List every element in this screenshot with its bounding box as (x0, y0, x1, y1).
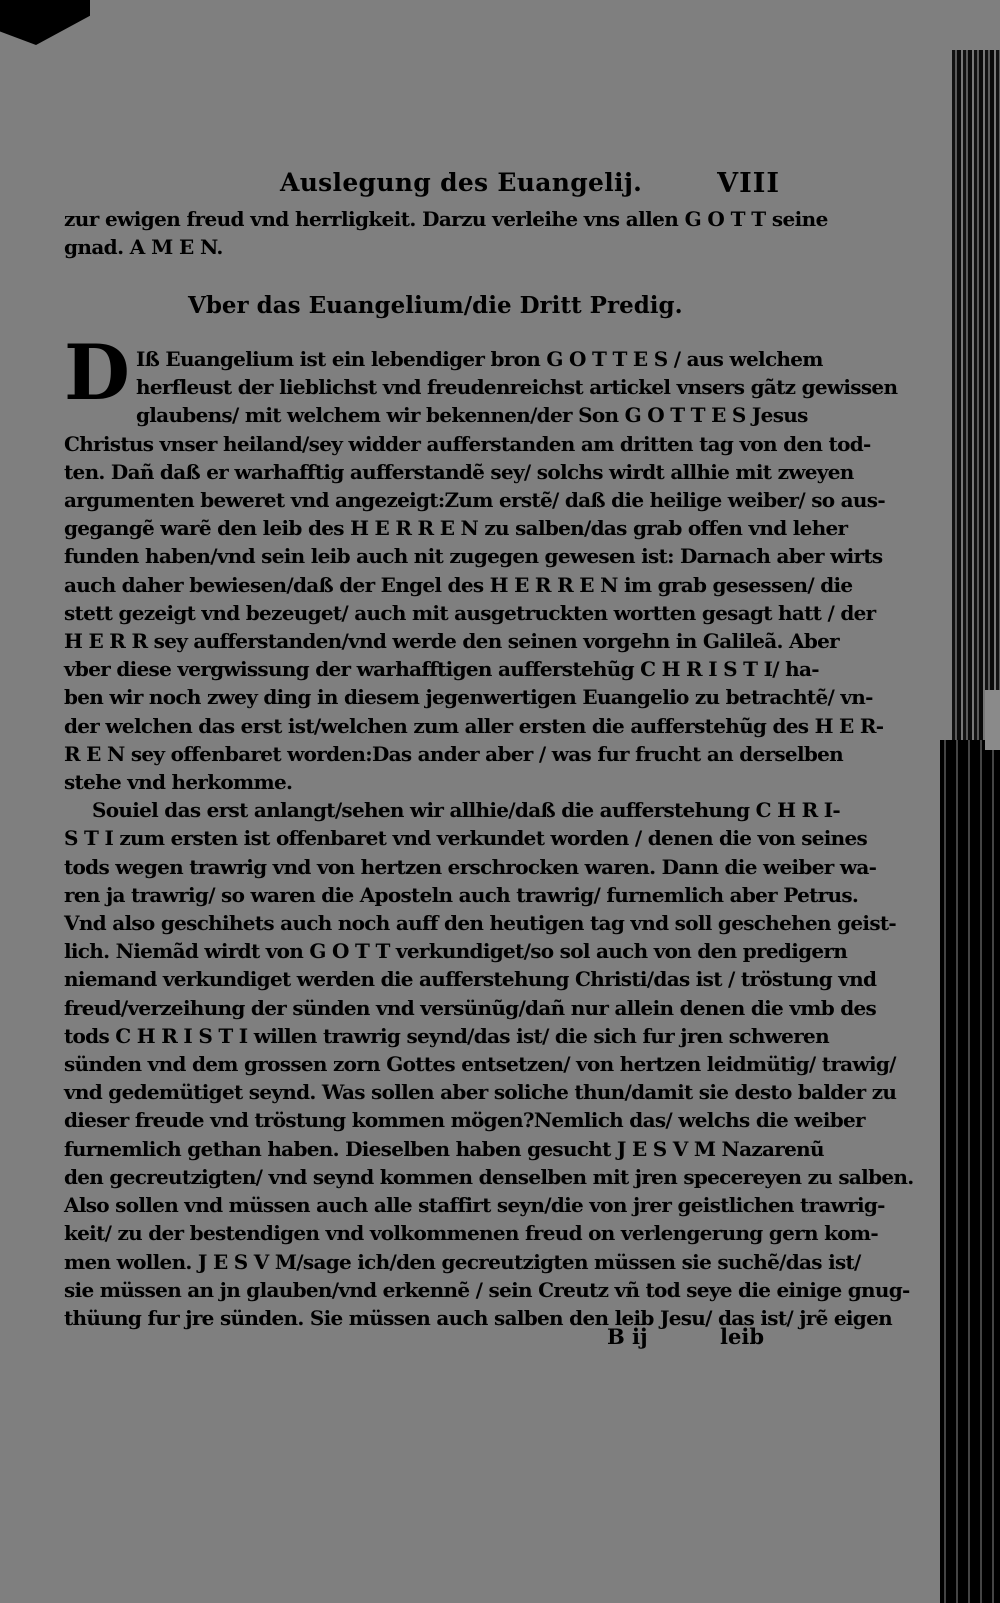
scan-shadow-top-left (0, 0, 90, 45)
text-line: R E N sey offenbaret worden:Das ander aber / was fur frucht an derselben (64, 741, 844, 766)
text-line: sünden vnd dem grossen zorn Gottes entsetzen/ von hertzen leidmütig/ trawig/ (64, 1052, 896, 1077)
text-line: ben wir noch zwey ding in diesem jegenwertigen Euangelio zu betrachtẽ/ vn- (64, 685, 873, 710)
text-line: stehe vnd herkomme. (64, 770, 293, 795)
catchword: leib (720, 1324, 764, 1349)
text-line: funden haben/vnd sein leib auch nit zugegen gewesen ist: Darnach aber wirts (64, 544, 883, 569)
section-title: Vber das Euangelium/die Dritt Predig. (188, 292, 683, 319)
text-line: keit/ zu der bestendigen vnd volkommenen freud on verlengerung gern kom- (64, 1221, 878, 1246)
text-line: H E R R sey aufferstanden/vnd werde den seinen vorgehn in Galileã. Aber (64, 629, 840, 654)
text-line: furnemlich gethan haben. Dieselben haben gesucht J E S V M Nazarenũ (64, 1136, 824, 1161)
drop-initial: D (64, 328, 130, 417)
text-line: argumenten beweret vnd angezeigt:Zum erstẽ/ daß die heilige weiber/ so aus- (64, 488, 885, 513)
body-text (64, 345, 914, 1332)
text-line: zur ewigen freud vnd herrligkeit. Darzu verleihe vns allen G O T T seine (64, 207, 828, 231)
page-edge-gap (985, 690, 1000, 750)
text-line: gegangẽ warẽ den leib des H E R R E N zu salben/das grab offen vnd leher (64, 516, 848, 541)
signature-mark: B ij (607, 1324, 648, 1349)
text-line: herfleust der lieblichst vnd freudenreichst artickel vnsers gãtz gewissen (136, 375, 898, 400)
text-line: sie müssen an jn glauben/vnd erkennẽ / sein Creutz vñ tod seye die einige gnug- (64, 1277, 910, 1302)
page-stack-edge (940, 740, 1000, 1603)
text-line: men wollen. J E S V M/sage ich/den gecreutzigten müssen sie suchẽ/das ist/ (64, 1249, 861, 1274)
text-line: glaubens/ mit welchem wir bekennen/der Son G O T T E S Jesus (136, 403, 808, 428)
text-line: niemand verkundiget werden die aufferstehung Christi/das ist / tröstung vnd (64, 967, 877, 992)
text-line: S T I zum ersten ist offenbaret vnd verkundet worden / denen die von seines (64, 826, 868, 851)
text-line: lich. Niemãd wirdt von G O T T verkundiget/so sol auch von den predigern (64, 939, 848, 964)
text-line: tods C H R I S T I willen trawrig seynd/das ist/ die sich fur jren schweren (64, 1023, 829, 1048)
text-line: ren ja trawrig/ so waren die Aposteln auch trawrig/ furnemlich aber Petrus. (64, 882, 859, 907)
closing-lines (64, 205, 828, 261)
text-line: auch daher bewiesen/daß der Engel des H E R R E N im grab gesessen/ die (64, 572, 853, 597)
text-line: stett gezeigt vnd bezeuget/ auch mit ausgetruckten wortten gesagt hatt / der (64, 600, 876, 625)
text-line: Vnd also geschihets auch noch auff den heutigen tag vnd soll geschehen geist- (64, 911, 897, 936)
text-line: Also sollen vnd müssen auch alle staffirt seyn/die von jrer geistlichen trawrig- (64, 1193, 885, 1218)
text-line: den gecreutzigten/ vnd seynd kommen denselben mit jren specereyen zu salben. (64, 1164, 914, 1189)
text-line: vnd gedemütiget seynd. Was sollen aber soliche thun/damit sie desto balder zu (64, 1080, 897, 1105)
text-line: ten. Dañ daß er warhafftig aufferstandẽ sey/ solchs wirdt allhie mit zweyen (64, 459, 854, 484)
running-head (280, 168, 780, 204)
text-line: thüung fur jre sünden. Sie müssen auch salben den leib Jesu/ das ist/ jrẽ eigen (64, 1305, 892, 1330)
text-line: Iß Euangelium ist ein lebendiger bron G O T T E S / aus welchem (136, 347, 823, 371)
text-line: gnad. A M E N. (64, 235, 223, 260)
text-line: Souiel das erst anlangt/sehen wir allhie/daß die aufferstehung C H R I- (92, 798, 841, 823)
text-line: Christus vnser heiland/sey widder aufferstanden am dritten tag von den tod- (64, 431, 871, 456)
text-line: vber diese vergwissung der warhafftigen aufferstehũg C H R I S T I/ ha- (64, 657, 819, 682)
running-title: Auslegung des Euangelij. (280, 168, 643, 197)
text-line: freud/verzeihung der sünden vnd versünũg/dañ nur allein denen die vmb des (64, 995, 877, 1020)
folio-number: VIII (717, 168, 780, 199)
text-line: der welchen das erst ist/welchen zum aller ersten die aufferstehũg des H E R- (64, 713, 884, 738)
text-line: tods wegen trawrig vnd von hertzen erschrocken waren. Dann die weiber wa- (64, 854, 877, 879)
text-line: dieser freude vnd tröstung kommen mögen?Nemlich das/ welchs die weiber (64, 1108, 865, 1133)
